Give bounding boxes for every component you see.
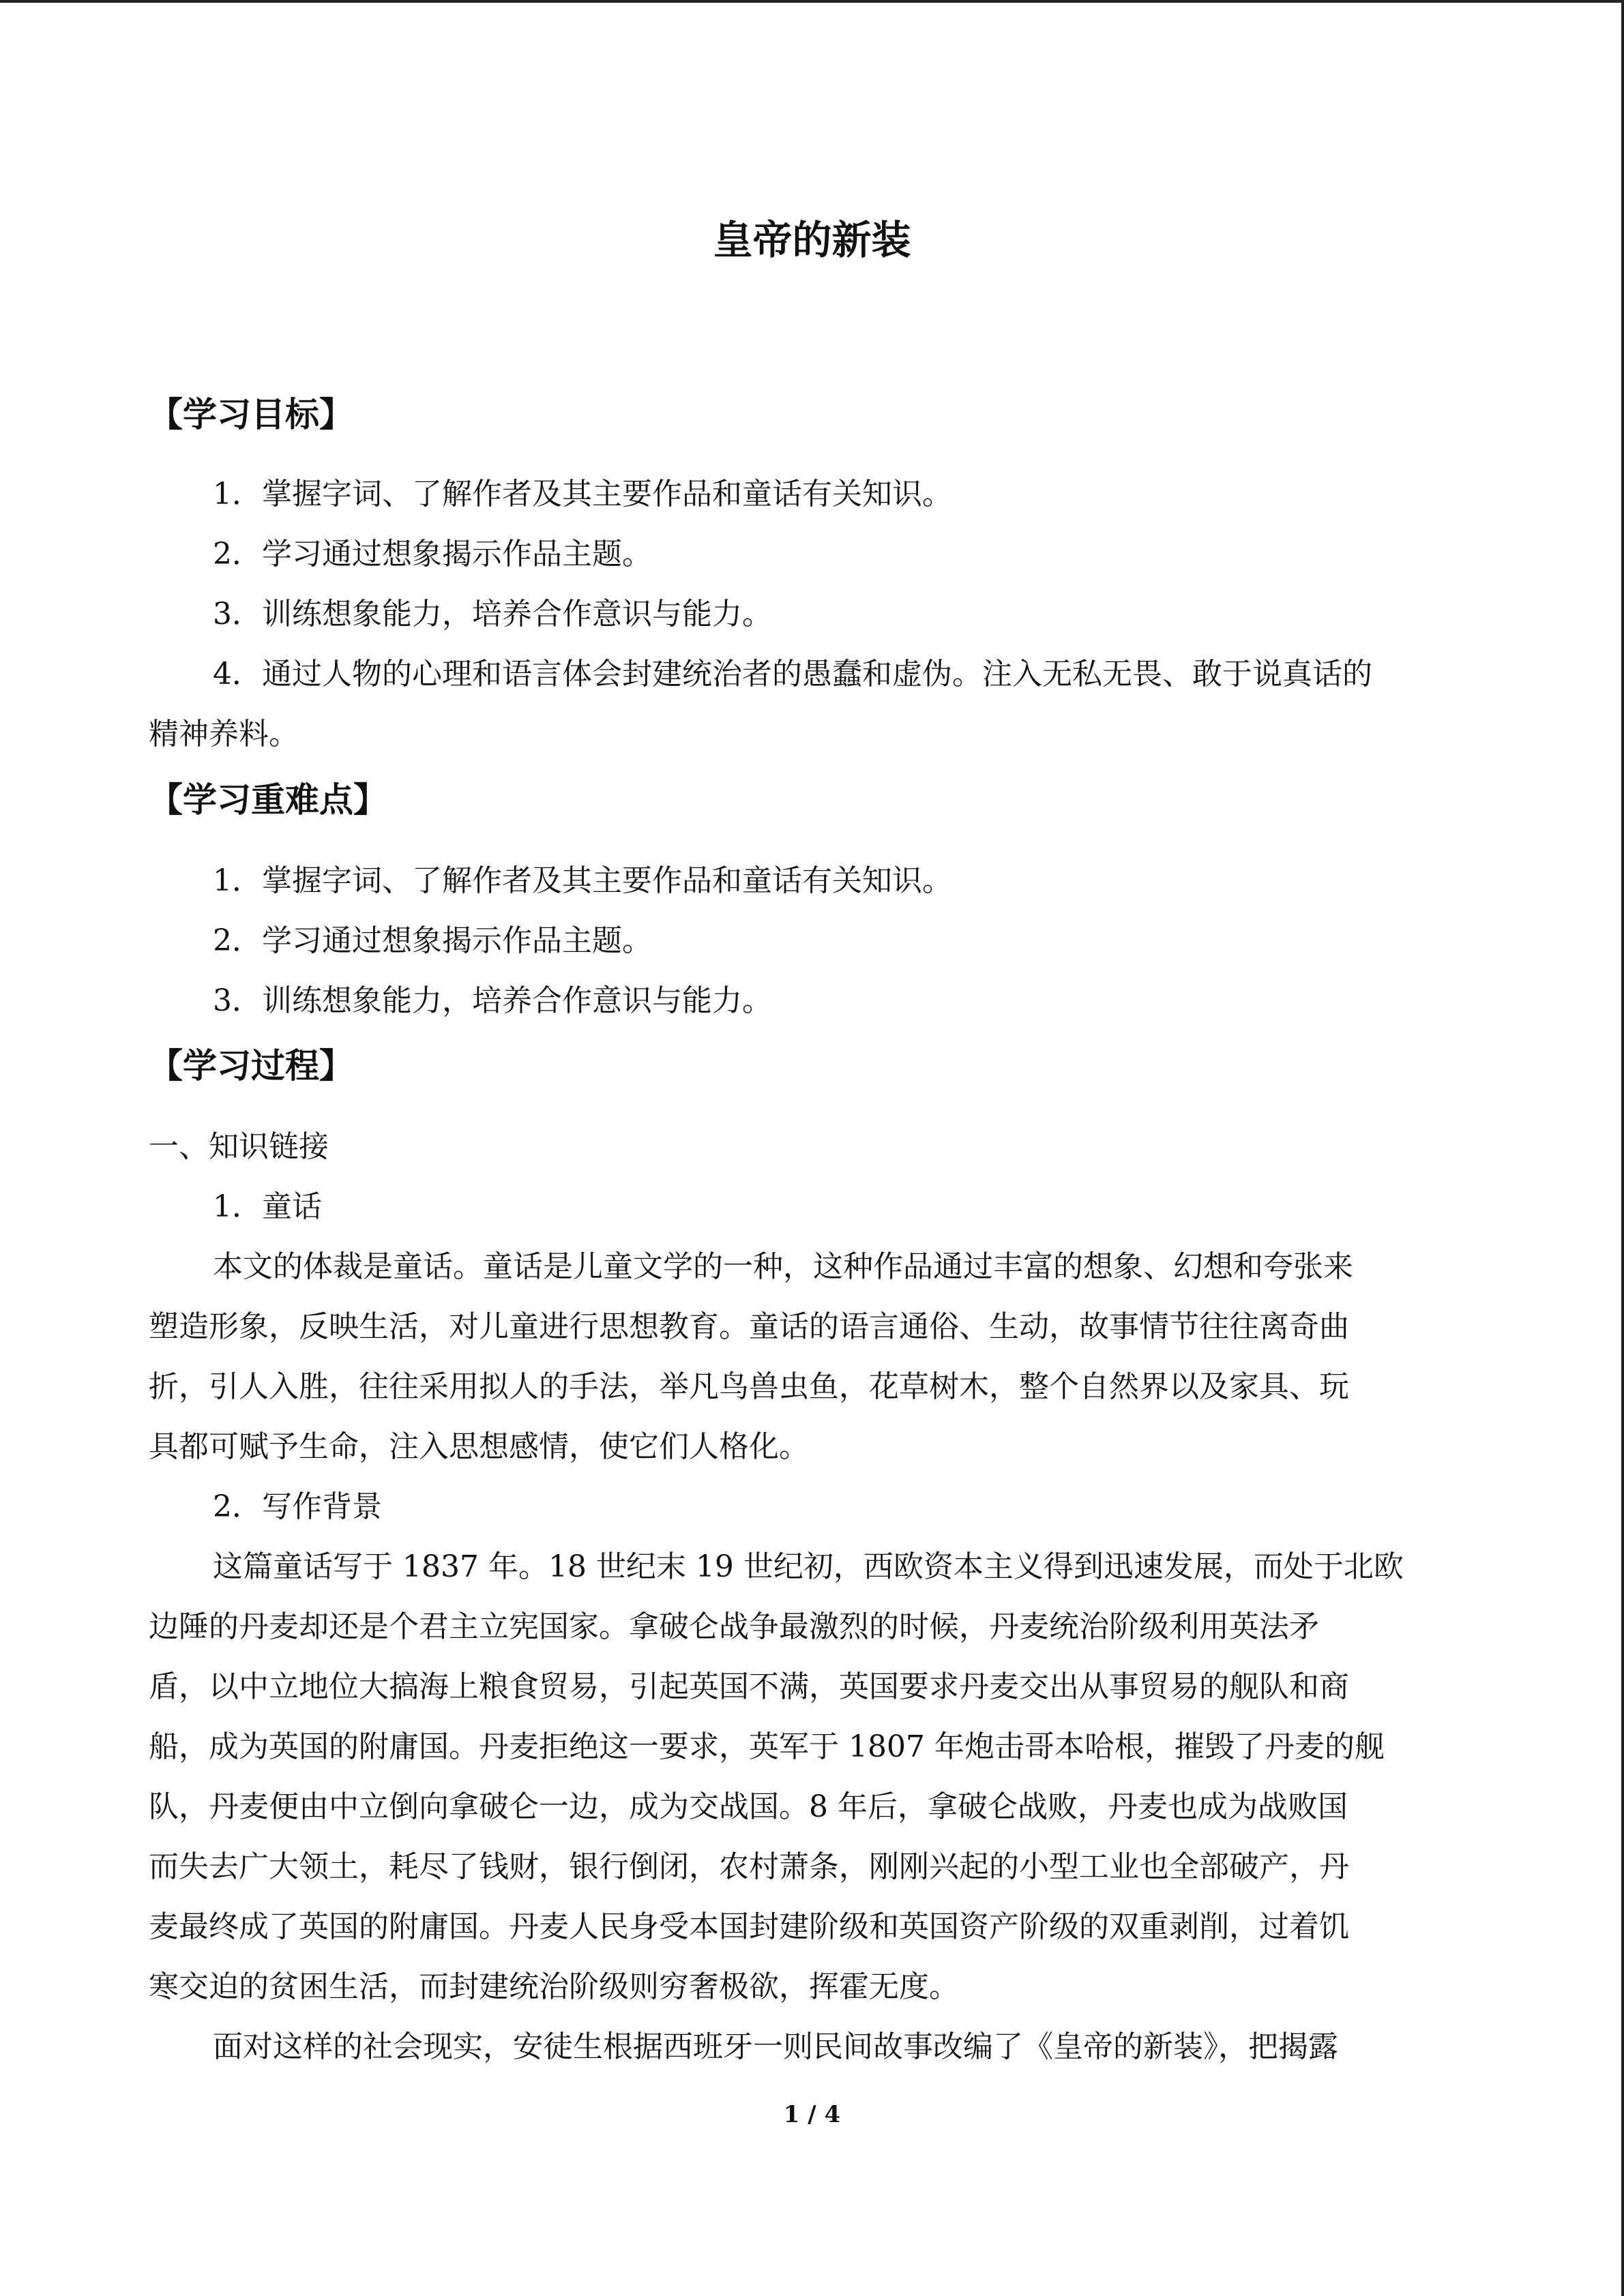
paragraph-line: 具都可赋予生命，注入思想感情，使它们人格化。	[149, 1429, 809, 1464]
section-heading-goals: 【学习目标】	[149, 394, 353, 434]
key-point-item-3: 3．训练想象能力，培养合作意识与能力。	[213, 983, 772, 1018]
paragraph-line: 麦最终成了英国的附庸国。丹麦人民身受本国封建阶级和英国资产阶级的双重剥削，过着饥	[149, 1909, 1349, 1944]
paragraph-line: 队，丹麦便由中立倒向拿破仑一边，成为交战国。8 年后，拿破仑战败，丹麦也成为战败国	[149, 1789, 1348, 1824]
process-subheading-knowledge-link: 一、知识链接	[149, 1129, 329, 1164]
paragraph-line: 塑造形象，反映生活，对儿童进行思想教育。童话的语言通俗、生动，故事情节往往离奇曲	[149, 1309, 1349, 1344]
paragraph-line: 面对这样的社会现实，安徒生根据西班牙一则民间故事改编了《皇帝的新装》，把揭露	[213, 2029, 1338, 2064]
document-title: 皇帝的新装	[713, 217, 911, 263]
paragraph-line: 本文的体裁是童话。童话是儿童文学的一种，这种作品通过丰富的想象、幻想和夸张来	[213, 1249, 1353, 1284]
paragraph-line: 这篇童话写于 1837 年。18 世纪末 19 世纪初，西欧资本主义得到迅速发展，而处于北欧	[213, 1549, 1404, 1584]
key-point-item-1: 1．掌握字词、了解作者及其主要作品和童话有关知识。	[213, 863, 952, 898]
page-border-right	[1621, 0, 1624, 2296]
paragraph-line: 边陲的丹麦却还是个君主立宪国家。拿破仑战争最激烈的时候，丹麦统治阶级利用英法矛	[149, 1609, 1319, 1644]
goal-item-1: 1．掌握字词、了解作者及其主要作品和童话有关知识。	[213, 477, 952, 511]
page-number: 1 / 4	[783, 2101, 841, 2128]
goal-item-3: 3．训练想象能力，培养合作意识与能力。	[213, 597, 772, 631]
paragraph-line: 而失去广大领土，耗尽了钱财，银行倒闭，农村萧条，刚刚兴起的小型工业也全部破产，丹	[149, 1849, 1349, 1884]
process-item-background: 2．写作背景	[213, 1489, 382, 1524]
section-heading-process: 【学习过程】	[149, 1045, 353, 1086]
section-heading-key-points: 【学习重难点】	[149, 779, 387, 820]
paragraph-line: 船，成为英国的附庸国。丹麦拒绝这一要求，英军于 1807 年炮击哥本哈根，摧毁了丹麦的舰	[149, 1729, 1385, 1764]
goal-item-2: 2．学习通过想象揭示作品主题。	[213, 537, 652, 571]
paragraph-line: 盾，以中立地位大搞海上粮食贸易，引起英国不满，英国要求丹麦交出从事贸易的舰队和商	[149, 1669, 1349, 1704]
paragraph-line: 寒交迫的贫困生活，而封建统治阶级则穷奢极欲，挥霍无度。	[149, 1969, 959, 2004]
goal-item-4: 4．通过人物的心理和语言体会封建统治者的愚蠢和虚伪。注入无私无畏、敢于说真话的	[213, 657, 1372, 691]
process-item-fairy-tale: 1．童话	[213, 1189, 322, 1224]
key-point-item-2: 2．学习通过想象揭示作品主题。	[213, 923, 652, 958]
page-border-top	[0, 0, 1624, 3]
paragraph-line: 折，引人入胜，往往采用拟人的手法，举凡鸟兽虫鱼，花草树木，整个自然界以及家具、玩	[149, 1369, 1349, 1404]
goal-item-4-continued: 精神养料。	[149, 717, 299, 751]
